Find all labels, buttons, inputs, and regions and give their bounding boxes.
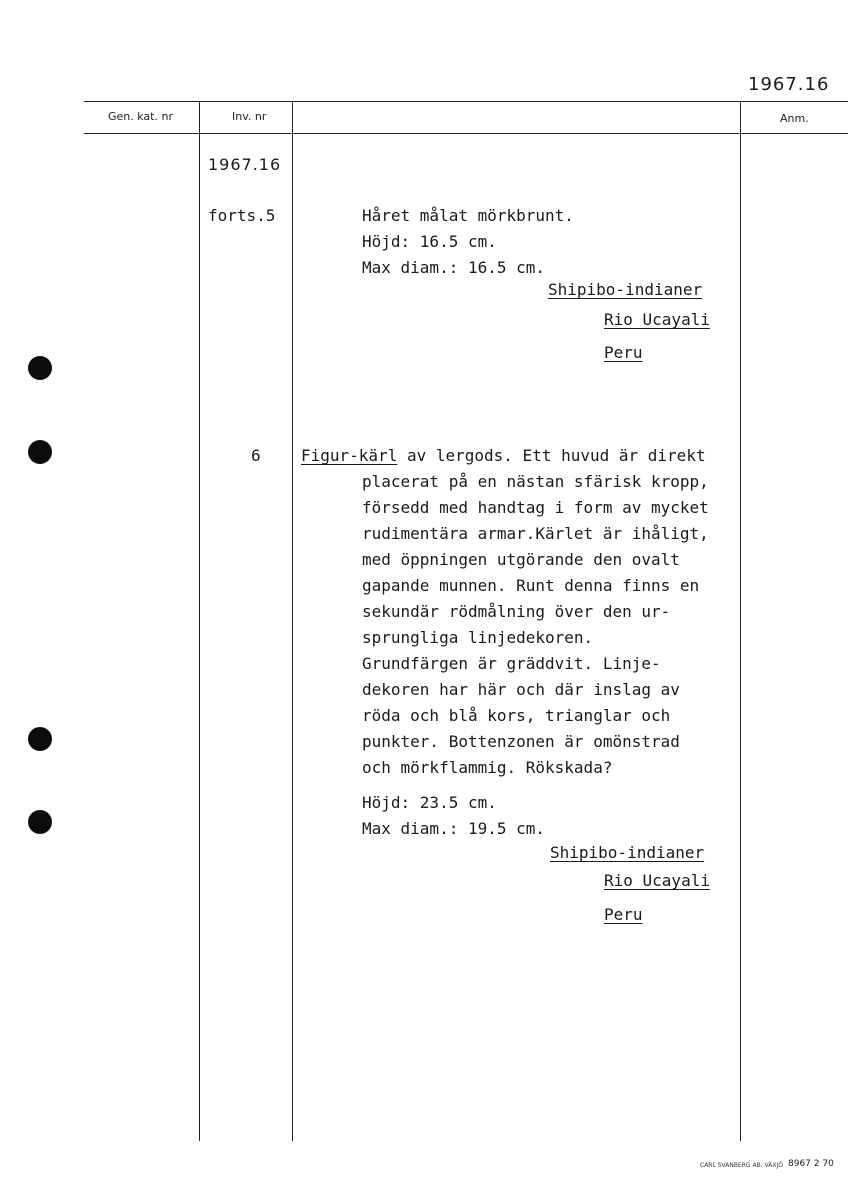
description-line: röda och blå kors, trianglar och: [362, 706, 671, 725]
description-line: och mörkflammig. Rökskada?: [362, 758, 613, 777]
header-anm: Anm.: [780, 112, 809, 125]
description-line: med öppningen utgörande den ovalt: [362, 550, 680, 569]
column-divider: [292, 101, 293, 1141]
origin-country: Peru: [604, 343, 643, 362]
punch-hole: [28, 727, 52, 751]
printer-mark: CARL SVANBERG AB. VÄXJÖ: [700, 1162, 783, 1169]
description-first-line: [301, 443, 706, 469]
description-line: dekoren har här och där inslag av: [362, 680, 680, 699]
punch-hole: [28, 440, 52, 464]
item-number: 6: [251, 446, 261, 465]
form-code: 8967 2 70: [788, 1159, 834, 1169]
origin-people: Shipibo-indianer: [548, 280, 703, 299]
measure-height: Höjd: 23.5 cm.: [362, 793, 497, 812]
description-line: sekundär rödmålning över den ur-: [362, 602, 671, 621]
column-divider: [199, 101, 200, 1141]
continuation-label: forts.5: [208, 206, 276, 225]
punch-hole: [28, 356, 52, 380]
description-line: Max diam.: 16.5 cm.: [362, 258, 546, 277]
description-line: Höjd: 16.5 cm.: [362, 232, 497, 251]
measure-diameter: Max diam.: 19.5 cm.: [362, 819, 546, 838]
description-line: rudimentära armar.Kärlet är ihåligt,: [362, 524, 709, 543]
description-line: punkter. Bottenzonen är omönstrad: [362, 732, 680, 751]
origin-river: Rio Ucayali: [604, 310, 710, 329]
inv-number: 1967.16: [208, 155, 282, 174]
first-line-rest: av lergods. Ett huvud är direkt: [397, 446, 706, 465]
origin-country: Peru: [604, 905, 643, 924]
page-number: 1967.16: [748, 74, 830, 95]
description-line: sprungliga linjedekoren.: [362, 628, 594, 647]
punch-hole: [28, 810, 52, 834]
description-line: Grundfärgen är gräddvit. Linje-: [362, 654, 661, 673]
header-inv-nr: Inv. nr: [232, 110, 267, 123]
description-line: försedd med handtag i form av mycket: [362, 498, 709, 517]
origin-people: Shipibo-indianer: [550, 843, 705, 862]
column-divider: [740, 101, 741, 1141]
origin-river: Rio Ucayali: [604, 871, 710, 890]
item-title: Figur-kärl: [301, 446, 398, 465]
description-line: Håret målat mörkbrunt.: [362, 206, 574, 225]
description-line: gapande munnen. Runt denna finns en: [362, 576, 700, 595]
description-line: placerat på en nästan sfärisk kropp,: [362, 472, 709, 491]
header-gen-kat-nr: Gen. kat. nr: [108, 110, 173, 123]
